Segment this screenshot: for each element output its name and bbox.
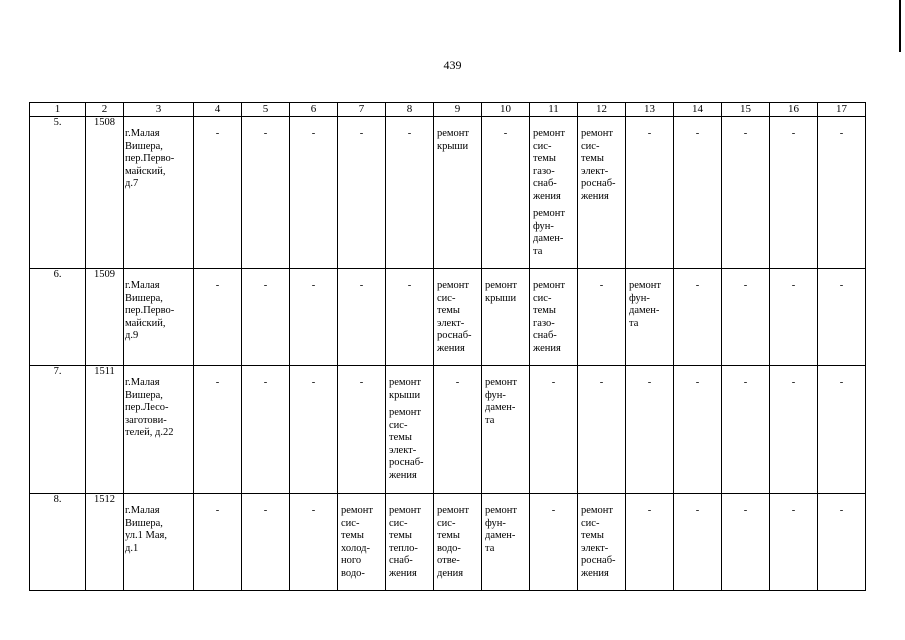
empty-mark: - (791, 377, 796, 388)
work-item: ремонт фун- дамен- та (485, 377, 518, 426)
address-cell (124, 366, 194, 494)
table-row (30, 366, 866, 494)
empty-mark: - (599, 280, 604, 291)
empty-mark: - (359, 128, 364, 139)
work-cell (194, 269, 242, 366)
work-cell (578, 117, 626, 269)
empty-mark: - (263, 128, 268, 139)
column-header: 12 (578, 103, 626, 117)
empty-mark: - (647, 377, 652, 388)
work-cell (674, 269, 722, 366)
work-cell (338, 269, 386, 366)
empty-mark: - (551, 505, 556, 516)
work-cell (578, 494, 626, 591)
work-cell (722, 494, 770, 591)
work-cell (818, 269, 866, 366)
work-cell (626, 269, 674, 366)
address-cell (124, 117, 194, 269)
work-cell (722, 366, 770, 494)
work-item: ремонт сис- темы газо- снаб- жения (533, 128, 566, 202)
work-cell (338, 494, 386, 591)
empty-mark: - (311, 505, 316, 516)
row-number: 8. (30, 494, 86, 591)
column-header: 2 (86, 103, 124, 117)
table-row (30, 494, 866, 591)
empty-mark: - (359, 377, 364, 388)
work-cell (242, 366, 290, 494)
empty-mark: - (647, 505, 652, 516)
empty-mark: - (695, 377, 700, 388)
work-cell (290, 366, 338, 494)
row-number: 5. (30, 117, 86, 269)
work-cell (530, 117, 578, 269)
empty-mark: - (551, 377, 556, 388)
work-item: ремонт крыши (485, 280, 518, 304)
work-item: ремонт сис- темы тепло- снаб- жения (389, 505, 422, 579)
empty-mark: - (743, 280, 748, 291)
empty-mark: - (647, 128, 652, 139)
work-cell (290, 494, 338, 591)
work-cell (530, 494, 578, 591)
empty-mark: - (359, 280, 364, 291)
work-item: ремонт сис- темы газо- снаб- жения (533, 280, 566, 354)
empty-mark: - (695, 128, 700, 139)
table-body (30, 117, 866, 591)
work-cell (290, 269, 338, 366)
work-item: ремонт крыши (389, 377, 422, 401)
work-item: ремонт сис- темы элект- роснаб- жения (581, 128, 616, 202)
works-table (29, 102, 866, 591)
empty-mark: - (839, 280, 844, 291)
empty-mark: - (839, 128, 844, 139)
column-header: 9 (434, 103, 482, 117)
column-header: 5 (242, 103, 290, 117)
building-address: г.Малая Вишера, пер.Перво- майский, д.9 (125, 280, 175, 341)
work-item: ремонт фун- дамен- та (629, 280, 662, 329)
column-header: 13 (626, 103, 674, 117)
column-header: 16 (770, 103, 818, 117)
work-cell (818, 366, 866, 494)
work-cell (194, 117, 242, 269)
column-header: 14 (674, 103, 722, 117)
work-cell (674, 117, 722, 269)
column-header: 10 (482, 103, 530, 117)
work-cell (770, 269, 818, 366)
work-cell (770, 494, 818, 591)
work-cell (338, 117, 386, 269)
empty-mark: - (407, 280, 412, 291)
building-code: 1512 (86, 494, 124, 591)
work-item: ремонт крыши (437, 128, 470, 152)
empty-mark: - (311, 280, 316, 291)
column-header: 8 (386, 103, 434, 117)
work-item: ремонт сис- темы элект- роснаб- жения (389, 407, 424, 481)
building-address: г.Малая Вишера, ул.1 Мая, д.1 (125, 505, 167, 554)
empty-mark: - (791, 128, 796, 139)
column-header: 11 (530, 103, 578, 117)
work-item: ремонт сис- темы элект- роснаб- жения (437, 280, 472, 354)
work-cell (242, 117, 290, 269)
work-cell (722, 269, 770, 366)
work-cell (674, 494, 722, 591)
empty-mark: - (743, 128, 748, 139)
work-cell (722, 117, 770, 269)
building-code: 1508 (86, 117, 124, 269)
work-cell (434, 494, 482, 591)
row-number: 6. (30, 269, 86, 366)
work-cell (482, 366, 530, 494)
work-cell (530, 366, 578, 494)
work-cell (194, 366, 242, 494)
empty-mark: - (215, 128, 220, 139)
work-cell (674, 366, 722, 494)
building-address: г.Малая Вишера, пер.Перво- майский, д.7 (125, 128, 175, 189)
work-item: ремонт сис- темы холод- ного водо- (341, 505, 374, 579)
header-row (30, 103, 866, 117)
building-address: г.Малая Вишера, пер.Лесо- заготови- телей, д.22 (125, 377, 174, 438)
work-cell (338, 366, 386, 494)
empty-mark: - (263, 377, 268, 388)
empty-mark: - (695, 280, 700, 291)
column-header: 17 (818, 103, 866, 117)
work-cell (290, 117, 338, 269)
work-cell (434, 269, 482, 366)
page-number: 439 (443, 58, 462, 72)
empty-mark: - (311, 128, 316, 139)
empty-mark: - (839, 377, 844, 388)
empty-mark: - (791, 280, 796, 291)
row-number: 7. (30, 366, 86, 494)
work-cell (818, 494, 866, 591)
column-header: 4 (194, 103, 242, 117)
work-item: ремонт сис- темы элект- роснаб- жения (581, 505, 616, 579)
empty-mark: - (743, 377, 748, 388)
address-cell (124, 494, 194, 591)
empty-mark: - (455, 377, 460, 388)
work-cell (578, 269, 626, 366)
column-header: 7 (338, 103, 386, 117)
empty-mark: - (407, 128, 412, 139)
work-cell (194, 494, 242, 591)
empty-mark: - (599, 377, 604, 388)
work-cell (386, 366, 434, 494)
work-item: ремонт фун- дамен- та (485, 505, 518, 554)
empty-mark: - (215, 377, 220, 388)
work-cell (770, 366, 818, 494)
work-cell (386, 269, 434, 366)
work-cell (482, 269, 530, 366)
work-cell (242, 494, 290, 591)
empty-mark: - (791, 505, 796, 516)
work-cell (530, 269, 578, 366)
work-cell (386, 117, 434, 269)
column-header: 15 (722, 103, 770, 117)
empty-mark: - (695, 505, 700, 516)
empty-mark: - (215, 505, 220, 516)
work-cell (482, 494, 530, 591)
work-cell (626, 366, 674, 494)
work-cell (434, 117, 482, 269)
empty-mark: - (263, 280, 268, 291)
margin-rule (899, 0, 901, 52)
table-row (30, 117, 866, 269)
work-cell (434, 366, 482, 494)
work-cell (626, 494, 674, 591)
empty-mark: - (743, 505, 748, 516)
work-cell (626, 117, 674, 269)
building-code: 1509 (86, 269, 124, 366)
work-cell (578, 366, 626, 494)
work-cell (818, 117, 866, 269)
work-cell (482, 117, 530, 269)
work-item: ремонт сис- темы водо- отве- дения (437, 505, 470, 579)
empty-mark: - (311, 377, 316, 388)
address-cell (124, 269, 194, 366)
column-header: 3 (124, 103, 194, 117)
work-cell (386, 494, 434, 591)
building-code: 1511 (86, 366, 124, 494)
work-item: ремонт фун- дамен- та (533, 208, 566, 257)
empty-mark: - (215, 280, 220, 291)
work-cell (242, 269, 290, 366)
column-header: 1 (30, 103, 86, 117)
table-row (30, 269, 866, 366)
empty-mark: - (839, 505, 844, 516)
work-cell (770, 117, 818, 269)
empty-mark: - (503, 128, 508, 139)
column-header: 6 (290, 103, 338, 117)
empty-mark: - (263, 505, 268, 516)
